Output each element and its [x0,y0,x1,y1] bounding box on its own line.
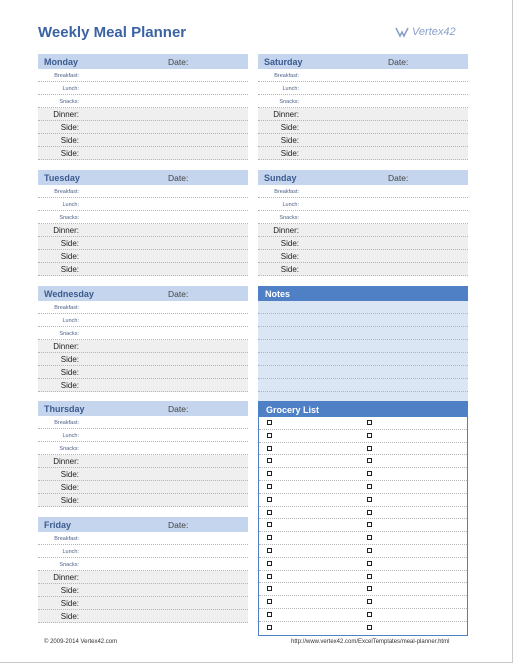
meal-row[interactable] [38,121,248,134]
grocery-checkbox[interactable] [267,484,272,489]
grocery-checkbox[interactable] [267,561,272,566]
grocery-checkbox[interactable] [367,599,372,604]
meal-row[interactable] [38,379,248,392]
grocery-row [259,571,467,584]
grocery-checkbox[interactable] [367,433,372,438]
meal-rows [258,69,468,160]
meal-label: Snacks: [279,215,299,221]
meal-row[interactable] [258,263,468,276]
meal-label: Side: [280,123,299,132]
meal-label: Side: [60,586,79,595]
meal-rows [38,416,248,507]
page-title: Weekly Meal Planner [38,24,187,41]
meal-label: Side: [60,252,79,261]
meal-label: Snacks: [59,99,79,105]
meal-row[interactable] [38,353,248,366]
meal-row[interactable] [258,95,468,108]
notes-line [258,353,468,366]
meal-label: Side: [60,355,79,364]
grocery-checkbox[interactable] [367,510,372,515]
meal-label: Side: [60,612,79,621]
meal-row[interactable] [258,198,468,211]
grocery-checkbox[interactable] [367,535,372,540]
meal-label: Side: [280,239,299,248]
grocery-checkbox[interactable] [367,574,372,579]
date-label: Date: [168,172,189,183]
meal-row[interactable] [258,185,468,198]
grocery-checkbox[interactable] [267,446,272,451]
day-header [38,517,248,532]
grocery-checkbox[interactable] [367,458,372,463]
meal-label: Lunch: [62,202,79,208]
notes-line [258,379,468,392]
meal-row[interactable] [258,250,468,263]
meal-row[interactable] [38,532,248,545]
meal-label: Snacks: [59,215,79,221]
meal-label: Snacks: [59,331,79,337]
meal-label: Breakfast: [54,305,79,311]
grocery-checkbox[interactable] [367,612,372,617]
meal-label: Breakfast: [54,536,79,542]
meal-row[interactable] [38,494,248,507]
grocery-row [259,583,467,596]
logo-text: Vertex42 [412,26,456,38]
grocery-checkbox[interactable] [367,561,372,566]
meal-label: Lunch: [62,433,79,439]
grocery-row [259,622,467,635]
grocery-checkbox[interactable] [367,471,372,476]
grocery-row [259,558,467,571]
meal-row[interactable] [258,134,468,147]
grocery-row [259,481,467,494]
grocery-list-rows [259,417,467,635]
meal-label: Lunch: [62,549,79,555]
meal-label: Side: [60,136,79,145]
meal-label: Breakfast: [274,189,299,195]
grocery-checkbox[interactable] [267,458,272,463]
meal-label: Snacks: [59,562,79,568]
meal-row[interactable] [38,610,248,623]
grocery-checkbox[interactable] [367,586,372,591]
date-label: Date: [388,56,409,67]
grocery-row [259,455,467,468]
meal-rows [38,301,248,392]
vertex42-logo-icon [395,26,409,38]
grocery-checkbox[interactable] [267,599,272,604]
day-block-monday [38,54,248,160]
meal-row[interactable] [38,416,248,429]
meal-row[interactable] [38,69,248,82]
meal-rows [38,532,248,623]
meal-label: Side: [60,483,79,492]
meal-row[interactable] [38,211,248,224]
meal-row[interactable] [38,185,248,198]
meal-label: Lunch: [282,202,299,208]
footer-copyright: © 2009-2014 Vertex42.com [44,639,118,645]
day-header [38,401,248,416]
meal-label: Lunch: [282,86,299,92]
meal-label: Side: [60,496,79,505]
date-label: Date: [168,56,189,67]
notes-header: Notes [258,286,468,301]
notes-line [258,301,468,314]
meal-label: Snacks: [59,446,79,452]
day-block-thursday [38,401,248,507]
grocery-row [259,545,467,558]
grocery-checkbox[interactable] [267,574,272,579]
grocery-checkbox[interactable] [367,522,372,527]
grocery-checkbox[interactable] [267,510,272,515]
meal-label: Dinner: [53,226,79,235]
meal-label: Side: [60,149,79,158]
meal-label: Side: [60,123,79,132]
grocery-row [259,596,467,609]
meal-row[interactable] [38,147,248,160]
meal-row[interactable] [38,442,248,455]
grocery-checkbox[interactable] [267,420,272,425]
date-label: Date: [168,519,189,530]
meal-label: Side: [280,252,299,261]
day-header [38,286,248,301]
grocery-row [259,507,467,520]
grocery-checkbox[interactable] [267,497,272,502]
grocery-row [259,443,467,456]
day-block-sunday [258,170,468,276]
meal-row[interactable] [38,327,248,340]
date-label: Date: [168,288,189,299]
meal-label: Dinner: [53,457,79,466]
meal-row[interactable] [38,237,248,250]
date-label: Date: [388,172,409,183]
meal-label: Dinner: [273,226,299,235]
day-name: Friday [44,519,72,530]
meal-row[interactable] [38,366,248,379]
meal-row[interactable] [38,571,248,584]
meal-label: Breakfast: [54,189,79,195]
meal-label: Dinner: [273,110,299,119]
notes-area[interactable] [258,301,468,405]
day-header [38,54,248,69]
grocery-checkbox[interactable] [367,548,372,553]
meal-rows [38,69,248,160]
grocery-checkbox[interactable] [267,548,272,553]
meal-label: Snacks: [279,99,299,105]
grocery-checkbox[interactable] [267,535,272,540]
meal-row[interactable] [38,481,248,494]
meal-row[interactable] [258,69,468,82]
grocery-checkbox[interactable] [367,484,372,489]
meal-row[interactable] [258,82,468,95]
grocery-checkbox[interactable] [267,433,272,438]
grocery-row [259,519,467,532]
grocery-row [259,430,467,443]
meal-row[interactable] [38,301,248,314]
meal-label: Lunch: [62,86,79,92]
meal-row[interactable] [258,108,468,121]
meal-label: Dinner: [53,573,79,582]
meal-label: Dinner: [53,110,79,119]
meal-row[interactable] [38,340,248,353]
meal-row[interactable] [38,108,248,121]
grocery-checkbox[interactable] [367,497,372,502]
meal-row[interactable] [38,597,248,610]
grocery-list-section [258,401,468,636]
notes-line [258,327,468,340]
day-name: Saturday [264,56,303,67]
grocery-list-header: Grocery List [259,402,467,417]
meal-label: Side: [60,470,79,479]
meal-label: Breakfast: [54,420,79,426]
meal-label: Dinner: [53,342,79,351]
meal-label: Side: [60,381,79,390]
meal-row[interactable] [258,237,468,250]
day-name: Thursday [44,403,85,414]
meal-row[interactable] [258,211,468,224]
day-block-saturday [258,54,468,160]
meal-label: Breakfast: [274,73,299,79]
grocery-checkbox[interactable] [367,446,372,451]
meal-row[interactable] [38,134,248,147]
meal-row[interactable] [38,455,248,468]
grocery-checkbox[interactable] [267,471,272,476]
notes-line [258,340,468,353]
meal-row[interactable] [38,558,248,571]
meal-label: Side: [280,265,299,274]
day-header [38,170,248,185]
grocery-row [259,417,467,430]
day-name: Sunday [264,172,297,183]
meal-label: Side: [60,368,79,377]
meal-row[interactable] [38,314,248,327]
grocery-row [259,468,467,481]
meal-label: Side: [60,239,79,248]
meal-label: Side: [280,136,299,145]
grocery-checkbox[interactable] [267,612,272,617]
meal-label: Side: [280,149,299,158]
grocery-checkbox[interactable] [367,420,372,425]
meal-row[interactable] [38,263,248,276]
day-header [258,170,468,185]
notes-line [258,366,468,379]
day-block-friday [38,517,248,623]
date-label: Date: [168,403,189,414]
day-block-tuesday [38,170,248,276]
meal-label: Breakfast: [54,73,79,79]
grocery-row [259,532,467,545]
meal-label: Side: [60,265,79,274]
grocery-checkbox[interactable] [267,522,272,527]
day-name: Monday [44,56,79,67]
grocery-checkbox[interactable] [367,625,372,630]
grocery-checkbox[interactable] [267,586,272,591]
meal-label: Side: [60,599,79,608]
meal-rows [38,185,248,276]
meal-row[interactable] [38,224,248,237]
grocery-row [259,494,467,507]
meal-row[interactable] [38,198,248,211]
day-name: Tuesday [44,172,80,183]
meal-row[interactable] [258,224,468,237]
meal-row[interactable] [38,250,248,263]
day-header [258,54,468,69]
notes-line [258,314,468,327]
meal-rows [258,185,468,276]
meal-row[interactable] [258,147,468,160]
day-name: Wednesday [44,288,94,299]
day-block-wednesday [38,286,248,392]
meal-label: Lunch: [62,318,79,324]
vertex42-logo [395,26,456,38]
meal-row[interactable] [258,121,468,134]
meal-row[interactable] [38,468,248,481]
notes-section [258,286,468,405]
grocery-checkbox[interactable] [267,625,272,630]
meal-row[interactable] [38,545,248,558]
meal-row[interactable] [38,82,248,95]
meal-row[interactable] [38,429,248,442]
meal-row[interactable] [38,95,248,108]
meal-row[interactable] [38,584,248,597]
grocery-row [259,609,467,622]
footer-url[interactable]: http://www.vertex42.com/ExcelTemplates/meal-planner.html [291,639,450,645]
